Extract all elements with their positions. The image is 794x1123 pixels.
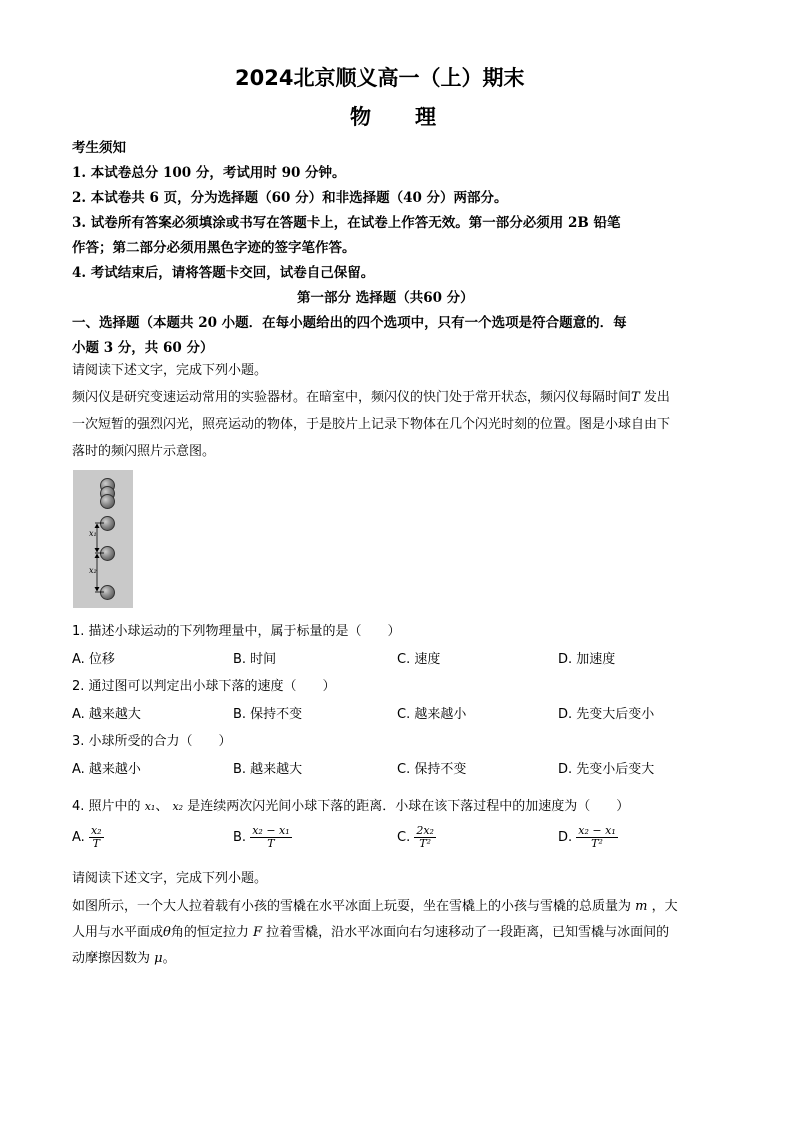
passage-intro: 请阅读下述文字，完成下列小题。 xyxy=(72,363,268,378)
passage-text: 拉着雪橇，沿水平冰面向右匀速移动了一段距离，已知雪橇与冰面间的 xyxy=(266,925,670,940)
passage-line: 落时的频闪照片示意图。 xyxy=(72,444,216,459)
option-c[interactable]: C. 速度 xyxy=(397,652,441,667)
option-c[interactable] xyxy=(397,825,436,850)
passage-line xyxy=(72,895,678,914)
option-b[interactable]: B. 保持不变 xyxy=(233,707,303,722)
symbol-theta: θ xyxy=(163,925,171,940)
section-heading: 一、选择题（本题共 20 小题．在每小题给出的四个选项中，只有一个选项是符合题意的．每 xyxy=(72,315,627,331)
section-heading-cont: 小题 3 分，共 60 分） xyxy=(72,340,214,356)
notice-item: 1. 本试卷总分 100 分，考试用时 90 分钟。 xyxy=(72,165,346,181)
symbol-T: T xyxy=(631,390,640,405)
symbol-x1: x₁ xyxy=(144,800,156,813)
option-c[interactable]: C. 保持不变 xyxy=(397,762,467,777)
option-d[interactable] xyxy=(558,825,618,850)
option-b[interactable]: B. 时间 xyxy=(233,652,277,667)
option-c[interactable]: C. 越来越小 xyxy=(397,707,467,722)
numerator: x₂ − x₁ xyxy=(578,824,616,837)
stem-text: 是连续两次闪光间小球下落的距离．小球在该下落过程中的加速度为（ ） xyxy=(187,799,630,814)
passage-text: 频闪仪是研究变速运动常用的实验器材。在暗室中，频闪仪的快门处于常开状态，频闪仪每隔时间 xyxy=(72,390,632,405)
option-d[interactable]: D. 先变小后变大 xyxy=(558,762,655,777)
notice-item: 作答；第二部分必须用黑色字迹的签字笔作答。 xyxy=(72,240,356,256)
notice-item: 3. 试卷所有答案必须填涂或书写在答题卡上，在试卷上作答无效。第一部分必须用 2B 铅笔 xyxy=(72,215,621,231)
notice-item: 2. 本试卷共 6 页，分为选择题（60 分）和非选择题（40 分）两部分。 xyxy=(72,190,508,206)
passage-text: 如图所示，一个大人拉着载有小孩的雪橇在水平冰面上玩耍，坐在雪橇上的小孩与雪橇的总质量为 xyxy=(72,899,632,914)
passage-intro: 请阅读下述文字，完成下列小题。 xyxy=(72,871,268,886)
denominator: T xyxy=(267,837,275,850)
symbol-F: F xyxy=(253,925,263,940)
strobe-photo-figure xyxy=(73,470,133,608)
stem-text: 4. 照片中的 xyxy=(72,799,141,814)
x1-label: x₁ xyxy=(89,529,97,538)
passage-text: 角的恒定拉力 xyxy=(170,925,249,940)
passage-text: 人用与水平面成 xyxy=(72,925,164,940)
passage-line xyxy=(72,947,176,966)
option-a[interactable] xyxy=(72,825,104,850)
numerator: 2x₂ xyxy=(416,824,434,837)
option-a[interactable]: A. 位移 xyxy=(72,652,115,667)
option-letter: C. xyxy=(397,830,411,845)
option-b[interactable]: B. 越来越大 xyxy=(233,762,303,777)
passage-line: 一次短暂的强烈闪光，照亮运动的物体，于是胶片上记录下物体在几个闪光时刻的位置。图是小球自由下 xyxy=(72,417,671,432)
passage-text: ，大 xyxy=(651,899,678,914)
option-a[interactable]: A. 越来越小 xyxy=(72,762,141,777)
fraction xyxy=(414,825,436,850)
option-letter: D. xyxy=(558,830,573,845)
option-letter: B. xyxy=(233,830,247,845)
numerator: x₂ xyxy=(90,824,102,837)
fraction xyxy=(576,825,617,850)
fraction xyxy=(250,825,291,850)
notice-item: 4. 考试结束后，请将答题卡交回，试卷自己保留。 xyxy=(72,265,375,281)
passage-text: 。 xyxy=(162,951,176,966)
distance-markers xyxy=(73,470,133,608)
denominator: T² xyxy=(419,837,432,850)
symbol-mu: μ xyxy=(154,951,163,966)
passage-text: 发出 xyxy=(639,390,670,405)
question-stem: 3. 小球所受的合力（ ） xyxy=(72,734,232,749)
notice-heading: 考生须知 xyxy=(72,140,126,156)
fraction xyxy=(89,825,104,850)
numerator: x₂ − x₁ xyxy=(252,824,290,837)
denominator: T² xyxy=(591,837,603,850)
subject-title: 物理 xyxy=(350,105,480,129)
option-b[interactable] xyxy=(233,825,292,850)
option-a[interactable]: A. 越来越大 xyxy=(72,707,141,722)
passage-line xyxy=(72,921,669,940)
passage-line xyxy=(72,386,670,405)
separator: 、 xyxy=(155,799,169,814)
option-letter: A. xyxy=(72,830,85,845)
option-d[interactable]: D. 加速度 xyxy=(558,652,616,667)
symbol-m: m xyxy=(635,899,648,914)
question-stem xyxy=(72,795,629,814)
page-title: 2024北京顺义高一（上）期末 xyxy=(235,66,525,90)
denominator: T xyxy=(92,837,100,850)
part-heading: 第一部分 选择题（共60 分） xyxy=(297,290,474,306)
question-stem: 2. 通过图可以判定出小球下落的速度（ ） xyxy=(72,679,336,694)
symbol-x2: x₂ xyxy=(172,800,184,813)
question-stem: 1. 描述小球运动的下列物理量中，属于标量的是（ ） xyxy=(72,624,401,639)
option-d[interactable]: D. 先变大后变小 xyxy=(558,707,655,722)
passage-text: 动摩擦因数为 xyxy=(72,951,151,966)
x2-label: x₂ xyxy=(89,566,97,575)
